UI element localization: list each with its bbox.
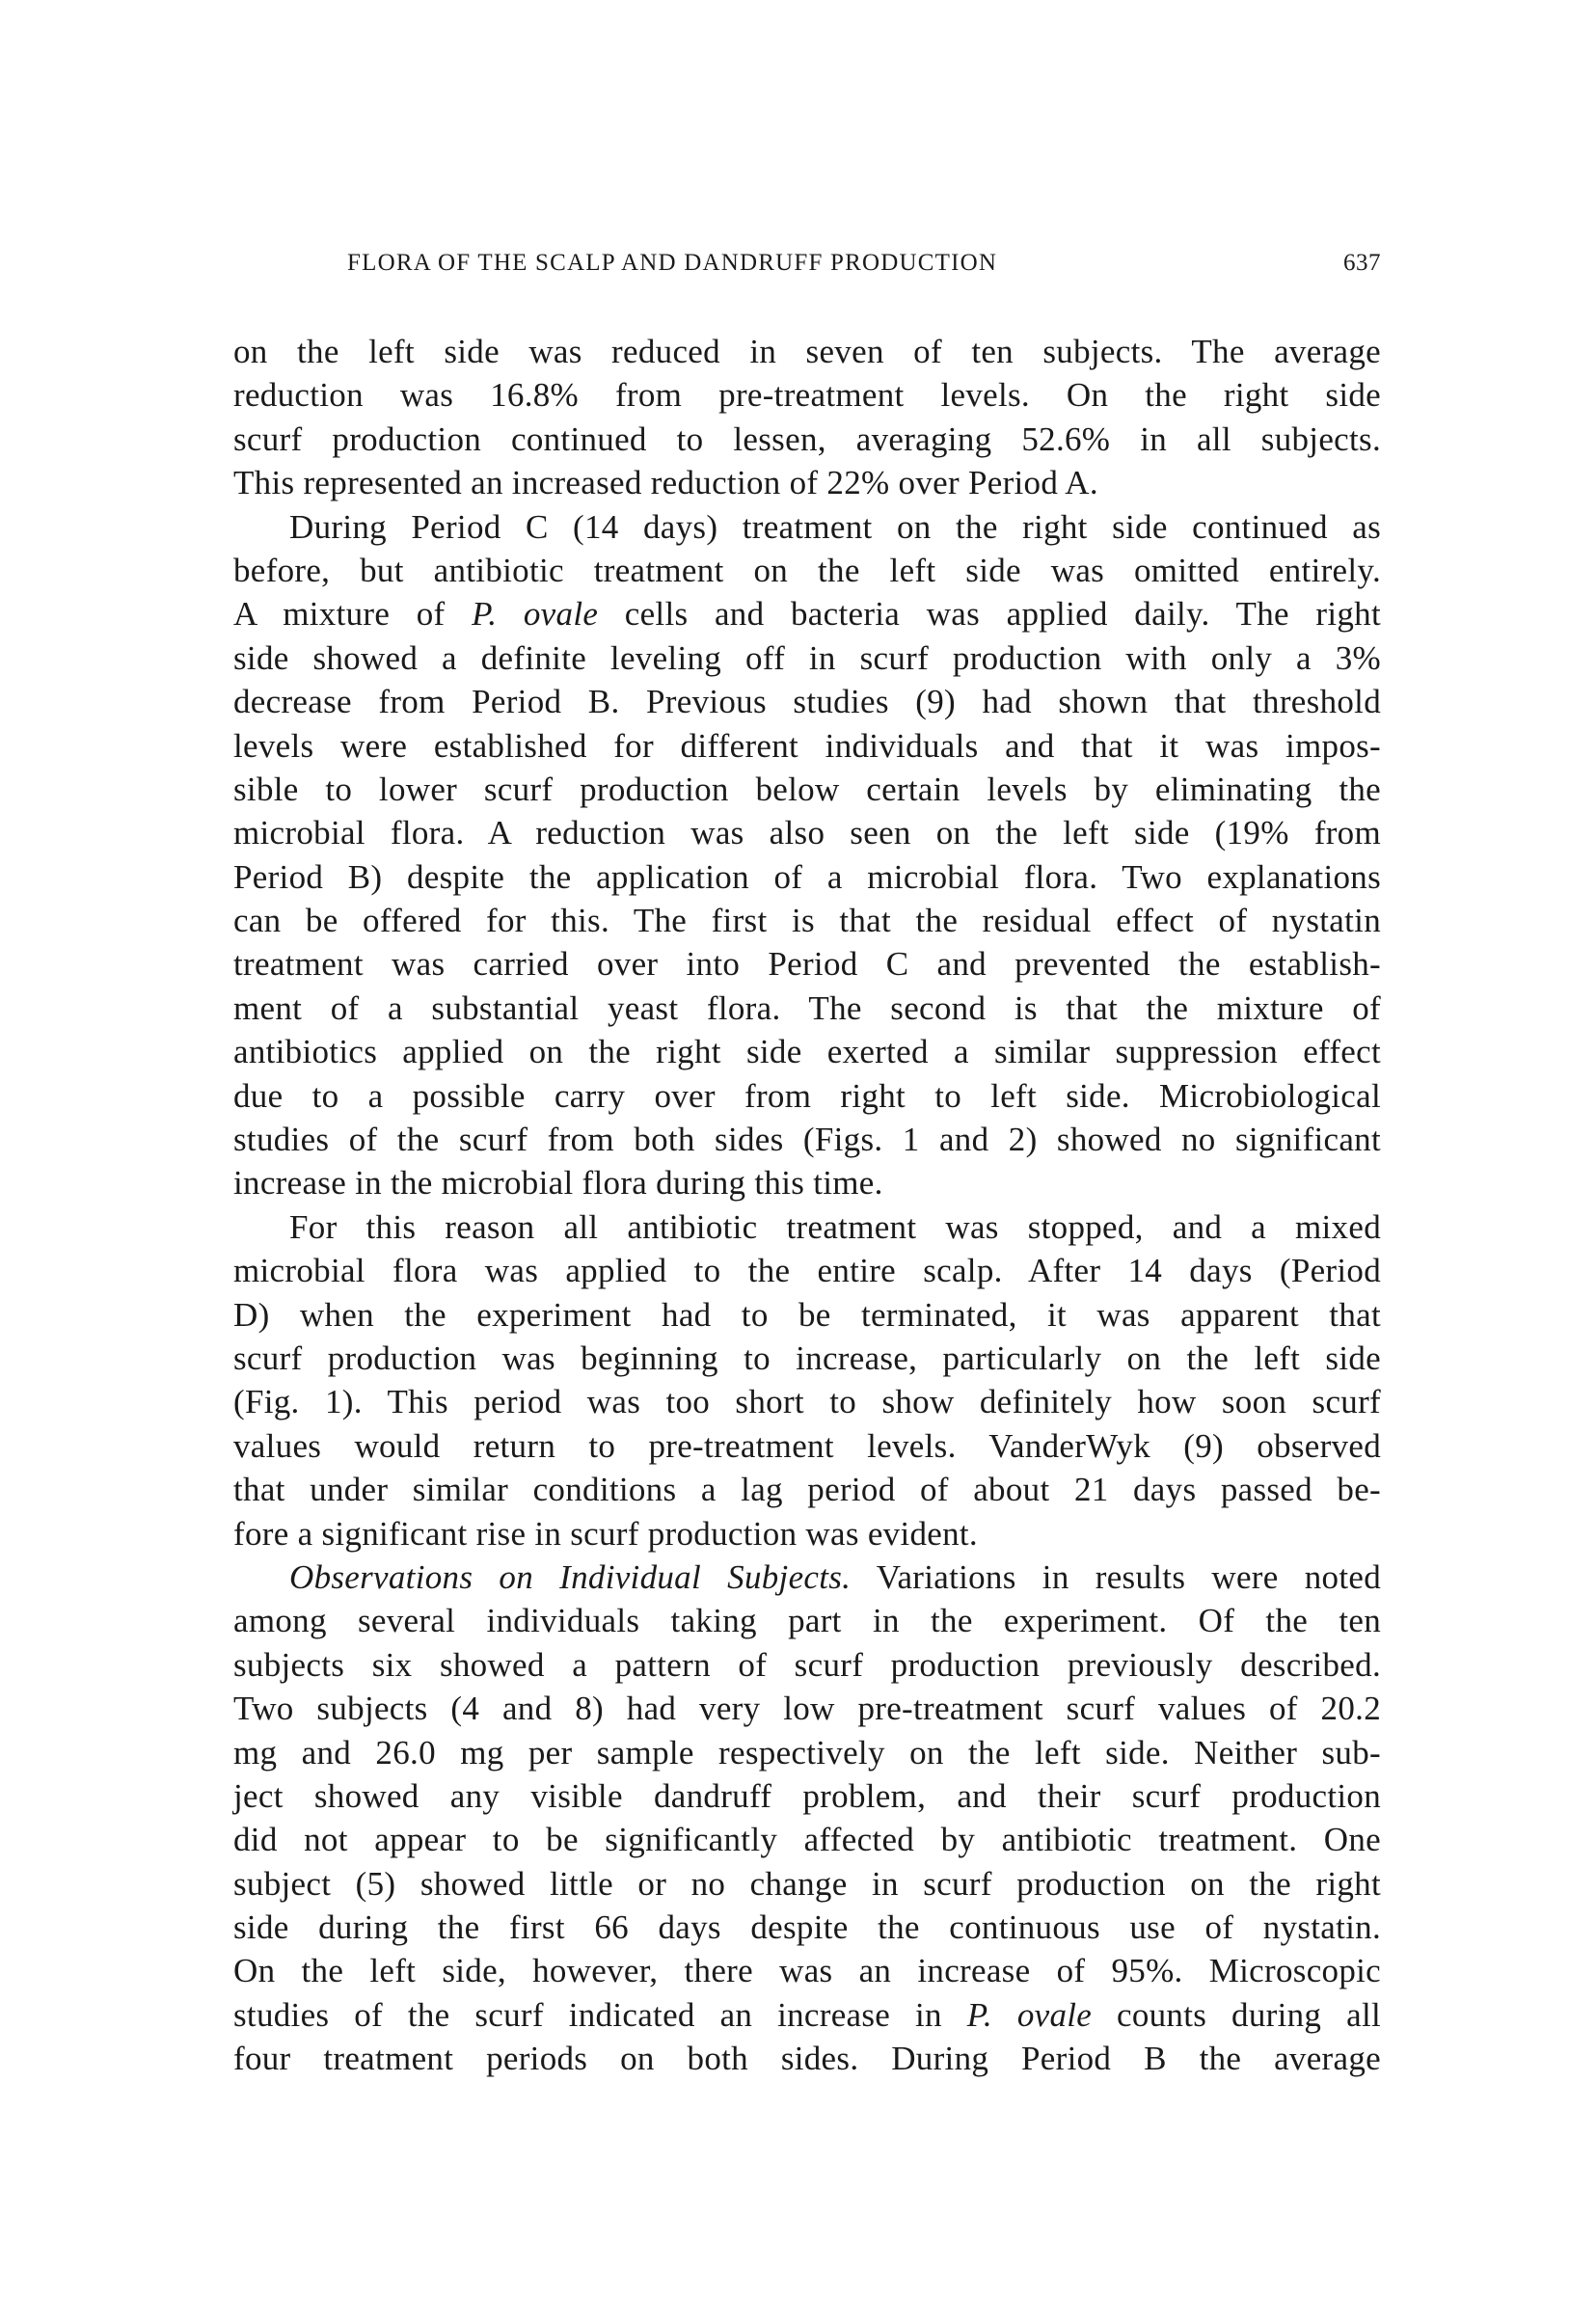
text-line: (Fig. 1). This period was too short to show definitely how soon scurf — [233, 1383, 1381, 1421]
italic-text: Observations on Individual Subjects. — [289, 1557, 852, 1596]
text-line: treatment was carried over into Period C and prevented the establish- — [233, 945, 1381, 984]
text-line: did not appear to be significantly affected by antibiotic treatment. One — [233, 1821, 1381, 1859]
text-segment: counts during all — [1092, 1995, 1381, 2034]
text-line: microbial flora was applied to the entire scalp. After 14 days (Period — [233, 1252, 1381, 1290]
text-line: This represented an increased reduction of 22% over Period A. — [233, 464, 1098, 502]
running-head — [233, 249, 1381, 278]
text-line: scurf production continued to lessen, averaging 52.6% in all subjects. — [233, 419, 1381, 458]
text-line: among several individuals taking part in the experiment. Of the ten — [233, 1602, 1381, 1640]
text-line: four treatment periods on both sides. During Period B the average — [233, 2040, 1381, 2078]
text-segment: Variations in results were noted — [851, 1557, 1381, 1596]
text-line: levels were established for different individuals and that it was impos- — [233, 726, 1381, 765]
text-line: ject showed any visible dandruff problem, and their scurf production — [233, 1776, 1381, 1815]
paragraph — [233, 505, 1381, 1205]
text-line: ment of a substantial yeast flora. The second is that the mixture of — [233, 988, 1381, 1027]
paragraph — [233, 1205, 1381, 1555]
text-line: scurf production was beginning to increase, particularly on the left side — [233, 1339, 1381, 1377]
page-number: 637 — [1343, 250, 1381, 276]
text-line: subjects six showed a pattern of scurf production previously described. — [233, 1645, 1381, 1684]
italic-text: P. ovale — [472, 595, 599, 634]
running-head-title: FLORA OF THE SCALP AND DANDRUFF PRODUCTION — [347, 250, 998, 276]
text-line — [233, 1993, 1381, 2037]
text-line: For this reason all antibiotic treatment was stopped, and a mixed — [289, 1207, 1381, 1246]
text-line — [233, 592, 1381, 636]
text-line: side showed a definite leveling off in scurf production with only a 3% — [233, 638, 1381, 677]
text-line: increase in the microbial flora during this time. — [233, 1164, 883, 1203]
text-line: values would return to pre-treatment levels. VanderWyk (9) observed — [233, 1426, 1381, 1465]
italic-text: P. ovale — [966, 1995, 1093, 2034]
text-line: fore a significant rise in scurf production was evident. — [233, 1514, 978, 1553]
text-line: mg and 26.0 mg per sample respectively on the left side. Neither sub- — [233, 1733, 1381, 1772]
text-segment: studies of the scurf indicated an increase in — [233, 1995, 967, 2034]
body-text — [233, 330, 1381, 2081]
text-line: Period B) despite the application of a microbial flora. Two explanations — [233, 857, 1381, 896]
text-line: reduction was 16.8% from pre-treatment levels. On the right side — [233, 376, 1381, 415]
text-line: sible to lower scurf production below certain levels by eliminating the — [233, 770, 1381, 808]
text-line: decrease from Period B. Previous studies (9) had shown that threshold — [233, 683, 1381, 721]
text-line: On the left side, however, there was an increase of 95%. Microscopic — [233, 1952, 1381, 1990]
text-line: microbial flora. A reduction was also seen on the left side (19% from — [233, 814, 1381, 852]
text-segment: A mixture of — [233, 595, 473, 634]
text-line: During Period C (14 days) treatment on the right side continued as — [289, 507, 1381, 546]
text-line: antibiotics applied on the right side exerted a similar suppression effect — [233, 1033, 1381, 1071]
paragraph — [233, 330, 1381, 505]
text-segment: cells and bacteria was applied daily. The right — [598, 595, 1382, 634]
text-line: D) when the experiment had to be terminated, it was apparent that — [233, 1295, 1381, 1334]
text-line: due to a possible carry over from right to left side. Microbiological — [233, 1076, 1381, 1115]
text-line: Two subjects (4 and 8) had very low pre-treatment scurf values of 20.2 — [233, 1690, 1381, 1728]
text-line: side during the first 66 days despite the continuous use of nystatin. — [233, 1908, 1381, 1947]
text-line: before, but antibiotic treatment on the left side was omitted entirely. — [233, 551, 1381, 589]
paragraph — [233, 1555, 1381, 2081]
text-line — [233, 1555, 1381, 1599]
text-line: subject (5) showed little or no change in scurf production on the right — [233, 1864, 1381, 1903]
text-line: studies of the scurf from both sides (Figs. 1 and 2) showed no significant — [233, 1121, 1381, 1159]
text-line: that under similar conditions a lag period of about 21 days passed be- — [233, 1471, 1381, 1509]
text-line: on the left side was reduced in seven of ten subjects. The average — [233, 333, 1381, 370]
text-line: can be offered for this. The first is that the residual effect of nystatin — [233, 902, 1381, 940]
